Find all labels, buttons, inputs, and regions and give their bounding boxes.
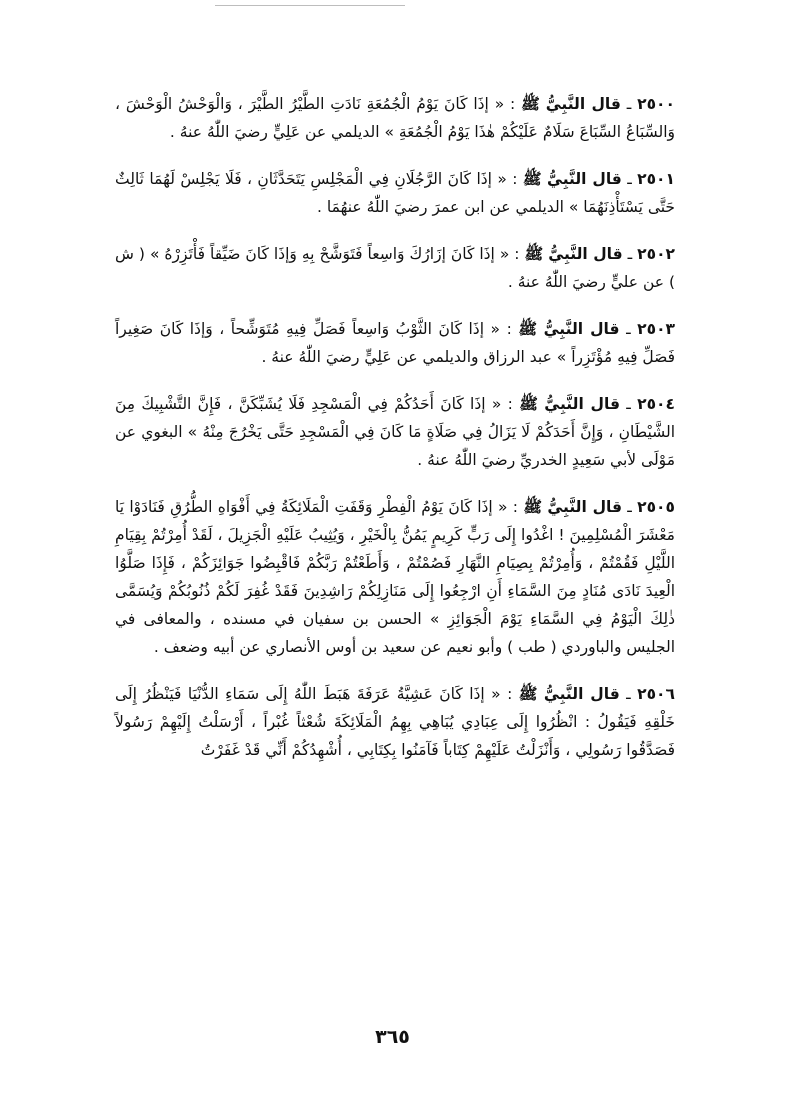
- salutation-glyph: ﷺ: [521, 95, 540, 113]
- salutation-glyph: ﷺ: [519, 395, 538, 413]
- top-rule: [215, 5, 405, 6]
- salutation-glyph: ﷺ: [523, 498, 543, 516]
- hadith-text: : « إذَا كَانَ يَوْمُ الْجُمُعَةِ نَادَتِ الطَّيْرُ الطَّيْرَ ، وَالْوَحْشُ الْوَحْشَ ، وَالسِّبَاعُ السِّبَاعَ سَلَامٌ عَلَيْكُمْ هٰذَا يَوْمُ الْجُمُعَةِ » الديلمي عن عَلِيٍّ رضيَ اللّٰهُ عنهُ .: [115, 95, 675, 141]
- hadith-2502: ٢٥٠٢ ـ قال النَّبِيُّ ﷺ : « إذَا كَانَ إزَارُكَ وَاسِعاً فَتَوَشَّحْ بِهِ وَإذَا كَانَ ضَيِّقاً فَأْتَزِرْهُ » ( ش ) عن عليٍّ رضيَ اللّٰهُ عنهُ .: [115, 245, 675, 291]
- salutation-glyph: ﷺ: [518, 685, 538, 703]
- hadith-text: : « إذَا كَانَ إزَارُكَ وَاسِعاً فَتَوَشَّحْ بِهِ وَإذَا كَانَ ضَيِّقاً فَأْتَزِرْهُ » ( ش ) عن عليٍّ رضيَ اللّٰهُ عنهُ .: [115, 245, 675, 291]
- hadith-2504: ٢٥٠٤ ـ قال النَّبِيُّ ﷺ : « إذَا كَانَ أَحَدُكُمْ فِي الْمَسْجِدِ فَلَا يُشَبِّكَنَّ ، فَإِنَّ التَّشْبِيكَ مِنَ الشَّيْطَانِ ، وَإِنَّ أَحَدَكُمْ لَا يَزَالُ فِي صَلَاةٍ مَا كَانَ فِي الْمَسْجِدِ حَتَّى يَخْرُجَ مِنْهُ » البغوي عن مَوْلَى لأبي سَعِيدٍ الخدريِّ رضيَ اللّٰهُ عنهُ .: [115, 395, 675, 469]
- salutation-glyph: ﷺ: [522, 170, 542, 188]
- hadith-number: ٢٥٠٢: [637, 245, 675, 263]
- hadith-2505: ٢٥٠٥ ـ قال النَّبِيُّ ﷺ : « إذَا كَانَ يَوْمُ الْفِطْرِ وَقَفَتِ الْمَلَائِكَةُ فِي أَفْوَاهِ الطُّرُقِ فَنَادَوْا يَا مَعْشَرَ الْمُسْلِمِينَ ! اغْدُوا إِلَى رَبٍّ كَرِيمٍ يَمُنُّ بِالْخَيْرِ ، وَيُثِيبُ عَلَيْهِ الْجَزِيلَ ، لَقَدْ أُمِرْتُمْ بِقِيَامِ اللَّيْلِ فَقُمْتُمْ ، وَأُمِرْتُمْ بِصِيَامِ النَّهَارِ فَصُمْتُمْ ، وَأَطَعْتُمْ رَبَّكُمْ فَاقْبِضُوا جَوَائِزَكُمْ ، فَإِذَا صَلَّوُا الْعِيدَ نَادَى مُنَادٍ مِنَ السَّمَاءِ أَنِ ارْجِعُوا إِلَى مَنَازِلِكُمْ رَاشِدِينَ فَقَدْ غُفِرَ لَكُمْ ذُنُوبُكُمْ وَيُسَمَّى ذٰلِكَ الْيَوْمُ فِي السَّمَاءِ يَوْمَ الْجَوَائِزِ » الحسن بن سفيان في مسنده ، والمعافى في الجليس والباوردي ( طب ) وأبو نعيم عن سعيد بن أوس الأنصاري عن أبيه وضعف .: [115, 498, 675, 656]
- hadith-number: ٢٥٠٣: [637, 320, 675, 338]
- hadith-text: : « إذَا كَانَ الثَّوْبُ وَاسِعاً فَصَلِّ فِيهِ مُتَوَشِّحاً ، وَإذَا كَانَ صَغِيراً فَصَلِّ فِيهِ مُؤْتَزِراً » عبد الرزاق والديلمي عن عَلِيٍّ رضيَ اللّٰهُ عنهُ .: [115, 320, 675, 366]
- hadith-text: : « إذَا كَانَ يَوْمُ الْفِطْرِ وَقَفَتِ الْمَلَائِكَةُ فِي أَفْوَاهِ الطُّرُقِ فَنَادَوْا يَا مَعْشَرَ الْمُسْلِمِينَ ! اغْدُوا إِلَى رَبٍّ كَرِيمٍ يَمُنُّ بِالْخَيْرِ ، وَيُثِيبُ عَلَيْهِ الْجَزِيلَ ، لَقَدْ أُمِرْتُمْ بِقِيَامِ اللَّيْلِ فَقُمْتُمْ ، وَأُمِرْتُمْ بِصِيَامِ النَّهَارِ فَصُمْتُمْ ، وَأَطَعْتُمْ رَبَّكُمْ فَاقْبِضُوا جَوَائِزَكُمْ ، فَإِذَا صَلَّوُا الْعِيدَ نَادَى مُنَادٍ مِنَ السَّمَاءِ أَنِ ارْجِعُوا إِلَى مَنَازِلِكُمْ رَاشِدِينَ فَقَدْ غُفِرَ لَكُمْ ذُنُوبُكُمْ وَيُسَمَّى ذٰلِكَ الْيَوْمُ فِي السَّمَاءِ يَوْمَ الْجَوَائِزِ » الحسن بن سفيان في مسنده ، والمعافى في الجليس والباوردي ( طب ) وأبو نعيم عن سعيد بن أوس الأنصاري عن أبيه وضعف .: [115, 498, 675, 656]
- salutation-glyph: ﷺ: [518, 320, 538, 338]
- hadith-number: ٢٥٠١: [637, 170, 675, 188]
- hadith-2500: ٢٥٠٠ ـ قال النَّبِيُّ ﷺ : « إذَا كَانَ يَوْمُ الْجُمُعَةِ نَادَتِ الطَّيْرُ الطَّيْرَ ، وَالْوَحْشُ الْوَحْشَ ، وَالسِّبَاعُ السِّبَاعَ سَلَامٌ عَلَيْكُمْ هٰذَا يَوْمُ الْجُمُعَةِ » الديلمي عن عَلِيٍّ رضيَ اللّٰهُ عنهُ .: [115, 95, 675, 141]
- hadith-2506: ٢٥٠٦ ـ قال النَّبِيُّ ﷺ : « إذَا كَانَ عَشِيَّةُ عَرَفَةَ هَبَطَ اللّٰهُ إِلَى سَمَاءِ الدُّنْيَا فَيَنْظُرُ إِلَى خَلْقِهِ فَيَقُولُ : انْظُرُوا إِلَى عِبَادِي يُبَاهِي بِهِمُ الْمَلَائِكَةَ شُعْثاً غُبْراً ، أَرْسَلْتُ إِلَيْهِمْ رَسُولاً فَصَدَّقُوا رَسُولِي ، وَأَنْزَلْتُ عَلَيْهِمْ كِتَاباً فَآمَنُوا بِكِتَابِي ، أُشْهِدُكُمْ أَنِّي قَدْ غَفَرْتُ: [115, 685, 675, 759]
- hadith-2501: ٢٥٠١ ـ قال النَّبِيُّ ﷺ : « إذَا كَانَ الرَّجُلَانِ فِي الْمَجْلِسِ يَتَحَدَّثَانِ ، فَلَا يَجْلِسْ لَهُمَا ثَالِثٌ حَتَّى يَسْتَأْذِنَهُمَا » الديلمي عن ابن عمرَ رضيَ اللّٰهُ عنهُمَا .: [115, 170, 675, 216]
- hadith-lead: قال النَّبِيُّ: [543, 320, 620, 338]
- hadith-text: : « إذَا كَانَ أَحَدُكُمْ فِي الْمَسْجِدِ فَلَا يُشَبِّكَنَّ ، فَإِنَّ التَّشْبِيكَ مِنَ الشَّيْطَانِ ، وَإِنَّ أَحَدَكُمْ لَا يَزَالُ فِي صَلَاةٍ مَا كَانَ فِي الْمَسْجِدِ حَتَّى يَخْرُجَ مِنْهُ » البغوي عن مَوْلَى لأبي سَعِيدٍ الخدريِّ رضيَ اللّٰهُ عنهُ .: [115, 395, 675, 469]
- hadith-lead: قال النَّبِيُّ: [547, 498, 622, 516]
- page-body: [115, 90, 675, 783]
- hadith-number: ٢٥٠٥: [637, 498, 675, 516]
- hadith-text: : « إذَا كَانَ الرَّجُلَانِ فِي الْمَجْلِسِ يَتَحَدَّثَانِ ، فَلَا يَجْلِسْ لَهُمَا ثَالِثٌ حَتَّى يَسْتَأْذِنَهُمَا » الديلمي عن ابن عمرَ رضيَ اللّٰهُ عنهُمَا .: [115, 170, 675, 216]
- hadith-lead: قال النَّبِيُّ: [543, 685, 620, 703]
- hadith-2503: ٢٥٠٣ ـ قال النَّبِيُّ ﷺ : « إذَا كَانَ الثَّوْبُ وَاسِعاً فَصَلِّ فِيهِ مُتَوَشِّحاً ، وَإذَا كَانَ صَغِيراً فَصَلِّ فِيهِ مُؤْتَزِراً » عبد الرزاق والديلمي عن عَلِيٍّ رضيَ اللّٰهُ عنهُ .: [115, 320, 675, 366]
- hadith-number: ٢٥٠٦: [637, 685, 675, 703]
- page-number: ٣٦٥: [375, 1026, 410, 1048]
- hadith-text: : « إذَا كَانَ عَشِيَّةُ عَرَفَةَ هَبَطَ اللّٰهُ إِلَى سَمَاءِ الدُّنْيَا فَيَنْظُرُ إِلَى خَلْقِهِ فَيَقُولُ : انْظُرُوا إِلَى عِبَادِي يُبَاهِي بِهِمُ الْمَلَائِكَةَ شُعْثاً غُبْراً ، أَرْسَلْتُ إِلَيْهِمْ رَسُولاً فَصَدَّقُوا رَسُولِي ، وَأَنْزَلْتُ عَلَيْهِمْ كِتَاباً فَآمَنُوا بِكِتَابِي ، أُشْهِدُكُمْ أَنِّي قَدْ غَفَرْتُ: [115, 685, 675, 759]
- hadith-lead: قال النَّبِيُّ: [545, 95, 621, 113]
- salutation-glyph: ﷺ: [524, 245, 544, 263]
- hadith-lead: قال النَّبِيُّ: [548, 245, 623, 263]
- hadith-number: ٢٥٠٤: [637, 395, 675, 413]
- hadith-lead: قال النَّبِيُّ: [547, 170, 622, 188]
- hadith-number: ٢٥٠٠: [637, 95, 675, 113]
- hadith-lead: قال النَّبِيُّ: [544, 395, 620, 413]
